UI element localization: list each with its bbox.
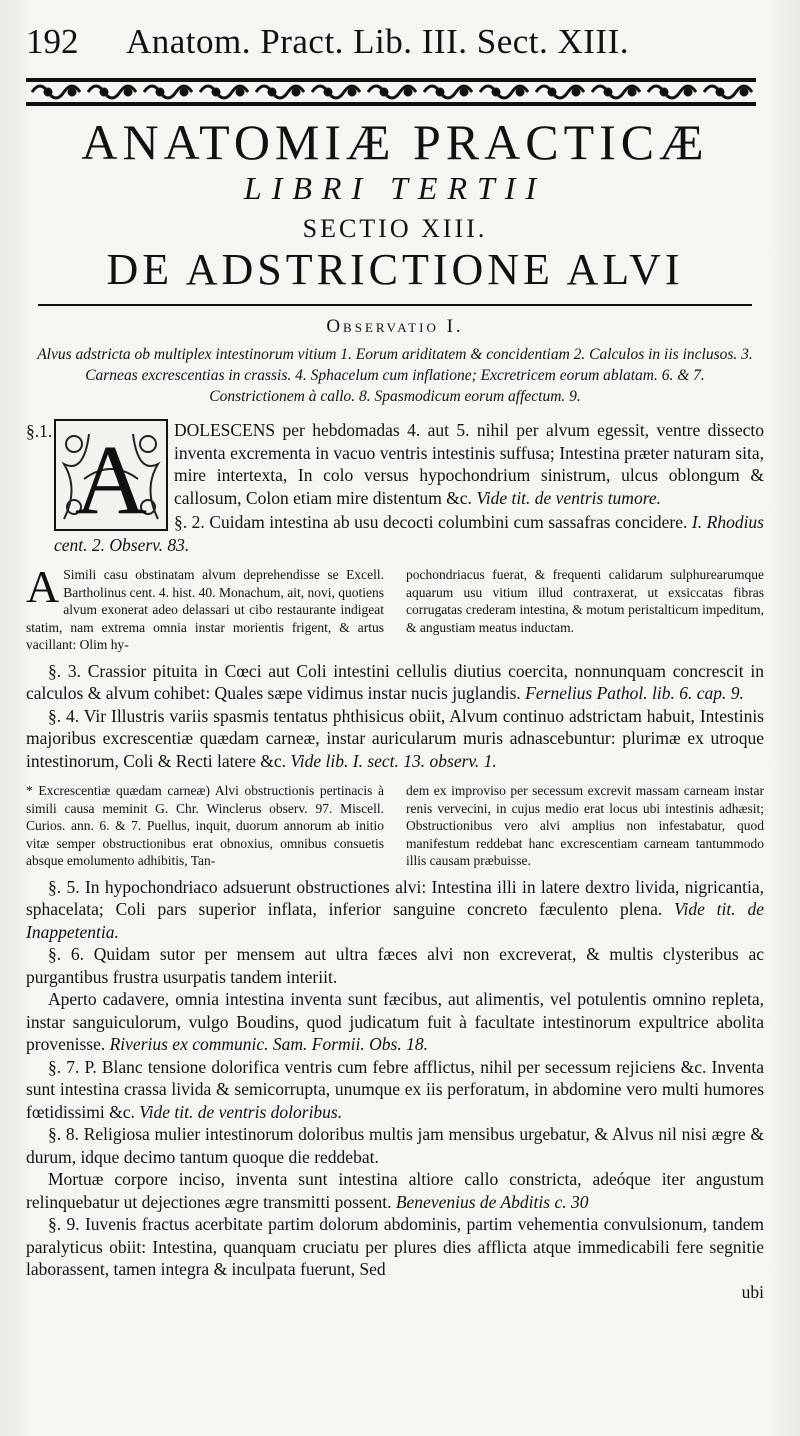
section-1-mark: §.1. bbox=[26, 421, 53, 441]
decorative-border bbox=[26, 76, 764, 108]
section-6-continued: Aperto cadavere, omnia intestina inventa sunt fæcibus, aut alimentis, vel potulentis omnino repleta, instar sanguiculorum, vulgo Boudins, quod judicatum fuit à facultate intestinorum expultrice abolita provenisse. Riverius ex communic. Sam. Formii. Obs. 18. bbox=[26, 989, 764, 1054]
section-1 bbox=[26, 419, 764, 556]
section-8-continued: Mortuæ corpore inciso, inventa sunt intestina altiore callo constricta, adeóque iter angustum relinquebatur ut dejectiones ægre transmitti possent. Benevenius de Abditis c. 30 bbox=[26, 1169, 764, 1212]
section-6: §. 6. Quidam sutor per mensem aut ultra fæces alvi non excreverat, & multis clysteribus ac purgantibus frustra usurpatis tandem interiit. bbox=[26, 944, 764, 987]
section-5: §. 5. In hypochondriaco adsuerunt obstructiones alvi: Intestina illi in latere dextro livida, nigricantia, sphacelata; Coli pars superior inflata, inferior sanguine concreto fæculento plena. Vide tit. de Inappetentia. bbox=[26, 876, 764, 942]
footnote-2-right: dem ex improviso per secessum excrevit massam carneam instar renis vervecini, in cujus medio erat locus ubi intestinis adhæsit; Obstructionibus vero alvi amplius non infestabatur, quod manifestum reddebat hanc excrescentiam carneam tantummodo illis causam præbuisse. bbox=[406, 783, 764, 868]
footnote-block-2 bbox=[26, 782, 764, 870]
section-9: §. 9. Iuvenis fractus acerbitate partim dolorum abdominis, partim vehementia convulsionum, tandem paralyticus obiit: Intestina, quanquam cruciatu per plures dies afflicta atque immedicabili fere segnitie laborassent, tamen integra & inculpata fuerunt, Sed bbox=[26, 1214, 764, 1279]
section-2-cite: I. Rhodius cent. 2. Observ. 83. bbox=[54, 512, 764, 555]
section-4: §. 4. Vir Illustris variis spasmis tentatus phthisicus obiit, Alvum continuo adstrictam habuit, Intestinis majoribus excrescentiæ quædam carneæ, instar auricularum muris adnascebuntur: plurimæ ex utroque intestinorum, Coli & Recti latere &c. Vide lib. I. sect. 13. observ. 1. bbox=[26, 705, 764, 771]
sectio-title: SECTIO XIII. bbox=[302, 214, 488, 243]
footnote-2-left: * Excrescentiæ quædam carneæ) Alvi obstructionis pertinacis à simili causa meminit G. Chr. Winclerus observ. 97. Miscell. Curios. ann. 6. & 7. Puellus, inquit, duorum annorum ab initio vitæ semper obstructionibus erat obnoxius, omnibus consuetis absque emolumento adhibitis, Tan- bbox=[26, 783, 384, 868]
initial-a-icon: A bbox=[26, 561, 60, 612]
running-title: Anatom. Pract. Lib. III. Sect. XIII. bbox=[126, 22, 629, 61]
observatio-summary: Alvus adstricta ob multiplex intestinorum vitium 1. Eorum ariditatem & concidentiam 2. Calculos in iis inclusos. 3. Carneas excrescentias in crassis. 4. Sphacelum cum inflatione; Excretricem eorum ablatam. 6. & 7. Constrictionem à callo. 8. Spasmodicum eorum affectum. 9. bbox=[37, 346, 753, 405]
section-heading: DE ADSTRICTIONE ALVI bbox=[106, 245, 684, 294]
book-title: LIBRI TERTII bbox=[243, 170, 547, 206]
catchword: ubi bbox=[741, 1281, 764, 1302]
section-2-text: §. 2. Cuidam intestina ab usu decocti columbini cum sassafras concidere. bbox=[174, 512, 688, 532]
section-1-cite: Vide tit. de ventris tumore. bbox=[476, 487, 661, 508]
footnote-1-right: pochondriacus fuerat, & frequenti calidarum sulphurearumque aquarum usu vitium illud contraxerat, ut exsiccatas fibras corrugatas crederam intestina, & motum peristalticum impeditum, & angustiam meatus inductam. bbox=[406, 567, 764, 635]
title-rule bbox=[38, 304, 752, 306]
footnote-1-left: A Simili casu obstinatam alvum deprehendisse se Excell. Bartholinus cent. 4. hist. 40. Monachum, ait, novi, quotiens alvum exonerat adeo delassari ut cibo restaurante indigeat statim, nam extrema omnia instar morientis frigent, & artus vacillant: Olim hy- bbox=[26, 561, 384, 652]
ornament-band-icon bbox=[26, 76, 756, 108]
observatio-heading: Observatio I. bbox=[326, 316, 464, 337]
section-3: §. 3. Crassior pituita in Cœci aut Coli intestini cellulis diutius coercita, nonnunquam concrescit in calculos & alvum cohibet: Quales sæpe vidimus instar nucis juglandis. Fernelius Pathol. lib. 6. cap. 9. bbox=[26, 660, 764, 703]
section-8: §. 8. Religiosa mulier intestinorum doloribus multis jam mensibus urgebatur, & Alvus nil nisi ægre & durum, idque decimo tantum quoque die reddebat. bbox=[26, 1124, 764, 1167]
dropcap-a-icon bbox=[54, 419, 168, 531]
main-title: ANATOMIÆ PRACTICÆ bbox=[81, 114, 709, 170]
footnote-block-1 bbox=[26, 561, 764, 654]
running-head bbox=[26, 22, 764, 70]
section-1-text: DOLESCENS per hebdomadas 4. aut 5. nihil per alvum egessit, ventre dissecto inventa excrementa in vacuo ventris intestinis suffusa; Intestina præter naturam sita, mire intertexta, In colo versus hypochondrium sinistrum, ulcus oblongum & callosum, Colon etiam mire distentum &c. bbox=[174, 420, 764, 508]
svg-text:A: A bbox=[74, 424, 148, 531]
section-7: §. 7. P. Blanc tensione dolorifica ventris cum febre afflictus, nihil per secessum rejiciens &c. Inventa sunt intestina crassa livida & semicorrupta, unumque ex iis perforatum, in abdomine vero multi humores fœtidissimi &c. Vide tit. de ventris doloribus. bbox=[26, 1056, 764, 1122]
page-number: 192 bbox=[26, 22, 79, 61]
